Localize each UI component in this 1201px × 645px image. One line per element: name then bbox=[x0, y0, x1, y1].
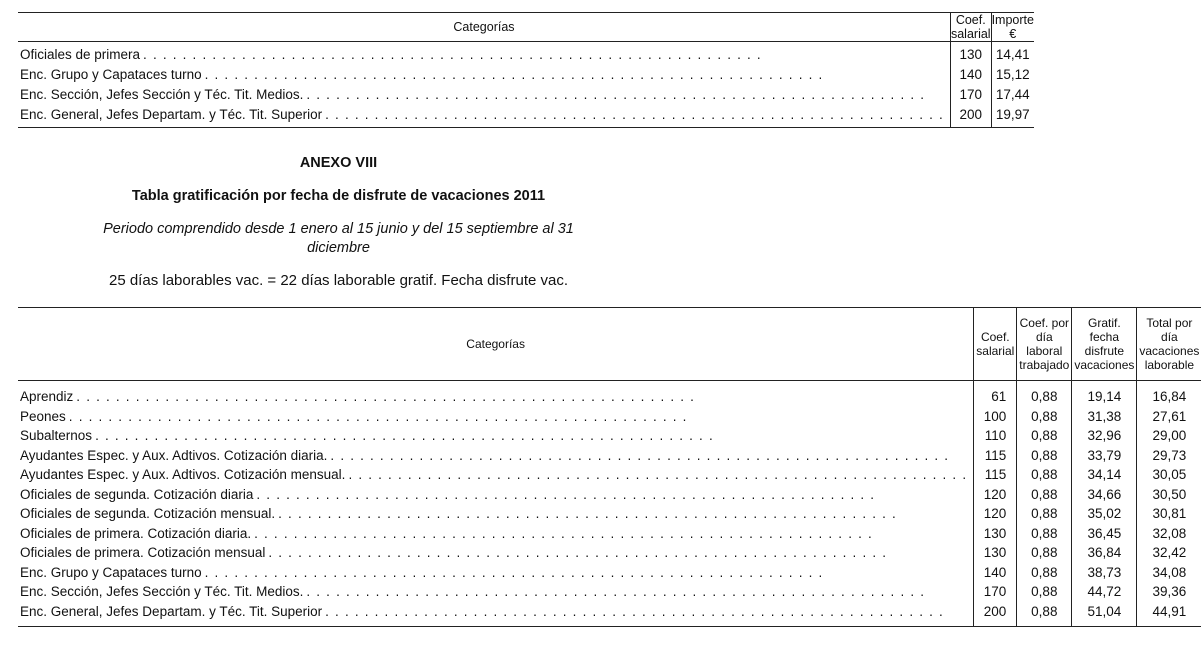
total-cell: 32,42 bbox=[1137, 543, 1201, 563]
table-row bbox=[18, 407, 1201, 427]
coef-dia-cell: 0,88 bbox=[1017, 446, 1072, 466]
category-cell-content bbox=[18, 387, 973, 407]
category-label: Peones bbox=[20, 408, 66, 424]
coef-cell: 61 bbox=[974, 381, 1017, 407]
coef-cell: 115 bbox=[974, 465, 1017, 485]
table-row bbox=[18, 582, 1201, 602]
dot-leader: . . . . . . . . . . . . . . . . . . . . . . . . . . . . . . . . . . . . . . . . . . . . . . . . . . . . . . . . . . . . . . . bbox=[254, 525, 873, 541]
category-cell bbox=[18, 65, 950, 85]
category-label: Oficiales de segunda. Cotización mensual. bbox=[20, 506, 276, 521]
category-cell-content bbox=[18, 446, 973, 466]
gratif-cell: 38,73 bbox=[1072, 563, 1137, 583]
dot-leader: . . . . . . . . . . . . . . . . . . . . . . . . . . . . . . . . . . . . . . . . . . . . . . . . . . . . . . . . . . . . . . . bbox=[325, 107, 944, 122]
annex-title: ANEXO VIII bbox=[299, 155, 378, 171]
category-cell-content bbox=[18, 85, 950, 105]
header-coef-salarial: Coef. salarial bbox=[950, 13, 991, 41]
category-label: Oficiales de segunda. Cotización diaria bbox=[20, 486, 254, 502]
coef-dia-cell: 0,88 bbox=[1017, 602, 1072, 627]
total-cell: 16,84 bbox=[1137, 381, 1201, 407]
category-label: Enc. Grupo y Capataces turno bbox=[20, 564, 202, 580]
gratif-cell: 51,04 bbox=[1072, 602, 1137, 627]
category-cell-content bbox=[18, 45, 950, 65]
header-coef-salarial: Coef. salarial bbox=[974, 308, 1017, 381]
category-cell bbox=[18, 602, 974, 627]
importe-cell: 14,41 bbox=[991, 42, 1034, 66]
coef-dia-cell: 0,88 bbox=[1017, 524, 1072, 544]
vacation-bonus-table-header bbox=[18, 308, 1201, 381]
table-row bbox=[18, 446, 1201, 466]
header-total-por-dia: Total por día vacaciones laborable bbox=[1137, 308, 1201, 381]
gratif-cell: 44,72 bbox=[1072, 582, 1137, 602]
coef-dia-cell: 0,88 bbox=[1017, 563, 1072, 583]
coef-dia-cell: 0,88 bbox=[1017, 485, 1072, 505]
gratif-cell: 33,79 bbox=[1072, 446, 1137, 466]
gratif-cell: 31,38 bbox=[1072, 407, 1137, 427]
dot-leader: . . . . . . . . . . . . . . . . . . . . . . . . . . . . . . . . . . . . . . . . . . . . . . . . . . . . . . . . . . . . . . . bbox=[268, 545, 888, 560]
table-row bbox=[18, 85, 1034, 105]
coef-dia-cell: 0,88 bbox=[1017, 465, 1072, 485]
coef-cell: 110 bbox=[974, 426, 1017, 446]
table-row bbox=[18, 602, 1201, 627]
total-cell: 30,81 bbox=[1137, 504, 1201, 524]
category-cell bbox=[18, 543, 974, 563]
category-cell bbox=[18, 465, 974, 485]
category-cell bbox=[18, 504, 974, 524]
dot-leader: . . . . . . . . . . . . . . . . . . . . . . . . . . . . . . . . . . . . . . . . . . . . . . . . . . . . . . . . . . . . . . . bbox=[143, 47, 762, 62]
category-label: Oficiales de primera bbox=[20, 47, 141, 62]
coef-cell: 130 bbox=[950, 42, 991, 66]
dot-leader: . . . . . . . . . . . . . . . . . . . . . . . . . . . . . . . . . . . . . . . . . . . . . . . . . . . . . . . . . . . . . . . bbox=[325, 603, 944, 619]
category-cell-content bbox=[18, 524, 973, 544]
table-row bbox=[18, 65, 1034, 85]
coef-cell: 170 bbox=[974, 582, 1017, 602]
coef-cell: 120 bbox=[974, 504, 1017, 524]
header-categorias: Categorías bbox=[18, 308, 974, 381]
category-cell bbox=[18, 85, 950, 105]
salary-table-header bbox=[18, 13, 1034, 42]
total-cell: 44,91 bbox=[1137, 602, 1201, 627]
gratif-cell: 36,84 bbox=[1072, 543, 1137, 563]
vacation-bonus-table bbox=[18, 307, 1201, 627]
dot-leader: . . . . . . . . . . . . . . . . . . . . . . . . . . . . . . . . . . . . . . . . . . . . . . . . . . . . . . . . . . . . . . . bbox=[76, 389, 696, 404]
category-cell-content bbox=[18, 65, 950, 85]
category-cell bbox=[18, 563, 974, 583]
category-label: Subalternos bbox=[20, 428, 93, 443]
coef-dia-cell: 0,88 bbox=[1017, 504, 1072, 524]
category-cell-content bbox=[18, 543, 973, 563]
coef-cell: 115 bbox=[974, 446, 1017, 466]
category-cell bbox=[18, 381, 974, 407]
category-label: Aprendiz bbox=[20, 389, 74, 404]
coef-dia-cell: 0,88 bbox=[1017, 582, 1072, 602]
category-label: Oficiales de primera. Cotización diaria. bbox=[20, 525, 252, 541]
period-note: Periodo comprendido desde 1 enero al 15 junio y del 15 septiembre al 31 diciembre bbox=[103, 221, 574, 256]
gratif-cell: 19,14 bbox=[1072, 381, 1137, 407]
table-row bbox=[18, 465, 1201, 485]
category-cell-content bbox=[18, 407, 973, 427]
table-row bbox=[18, 426, 1201, 446]
salary-table bbox=[18, 12, 1034, 128]
total-cell: 29,73 bbox=[1137, 446, 1201, 466]
category-cell-content bbox=[18, 426, 973, 446]
table-row bbox=[18, 485, 1201, 505]
total-cell: 29,00 bbox=[1137, 426, 1201, 446]
gratif-cell: 34,14 bbox=[1072, 465, 1137, 485]
header-gratificacion: Gratif. fecha disfrute vacaciones bbox=[1072, 308, 1137, 381]
header-categorias: Categorías bbox=[18, 13, 950, 42]
table-row bbox=[18, 543, 1201, 563]
total-cell: 30,05 bbox=[1137, 465, 1201, 485]
category-cell bbox=[18, 524, 974, 544]
category-cell bbox=[18, 485, 974, 505]
table-row bbox=[18, 381, 1201, 407]
dot-leader: . . . . . . . . . . . . . . . . . . . . . . . . . . . . . . . . . . . . . . . . . . . . . . . . . . . . . . . . . . . . . . . bbox=[204, 564, 824, 580]
dot-leader: . . . . . . . . . . . . . . . . . . . . . . . . . . . . . . . . . . . . . . . . . . . . . . . . . . . . . . . . . . . . . . . bbox=[95, 428, 714, 443]
dot-leader: . . . . . . . . . . . . . . . . . . . . . . . . . . . . . . . . . . . . . . . . . . . . . . . . . . . . . . . . . . . . . . . bbox=[68, 408, 688, 424]
table-row bbox=[18, 105, 1034, 128]
total-cell: 27,61 bbox=[1137, 407, 1201, 427]
header-importe: Importe € bbox=[991, 13, 1034, 41]
coef-dia-cell: 0,88 bbox=[1017, 381, 1072, 407]
coef-dia-cell: 0,88 bbox=[1017, 407, 1072, 427]
total-cell: 32,08 bbox=[1137, 524, 1201, 544]
category-label: Enc. General, Jefes Departam. y Téc. Tit. Superior bbox=[20, 107, 323, 122]
coef-cell: 100 bbox=[974, 407, 1017, 427]
category-cell bbox=[18, 426, 974, 446]
coef-dia-cell: 0,88 bbox=[1017, 543, 1072, 563]
table-row bbox=[18, 563, 1201, 583]
category-cell-content bbox=[18, 485, 973, 505]
category-label: Enc. Sección, Jefes Sección y Téc. Tit. Medios. bbox=[20, 584, 304, 599]
dot-leader: . . . . . . . . . . . . . . . . . . . . . . . . . . . . . . . . . . . . . . . . . . . . . . . . . . . . . . . . . . . . . . . bbox=[204, 67, 824, 82]
category-label: Ayudantes Espec. y Aux. Adtivos. Cotización diaria. bbox=[20, 447, 328, 463]
days-note: 25 días laborables vac. = 22 días laborable gratif. Fecha disfrute vac. bbox=[108, 272, 569, 289]
category-cell-content bbox=[18, 465, 973, 485]
dot-leader: . . . . . . . . . . . . . . . . . . . . . . . . . . . . . . . . . . . . . . . . . . . . . . . . . . . . . . . . . . . . . . . bbox=[348, 467, 968, 482]
dot-leader: . . . . . . . . . . . . . . . . . . . . . . . . . . . . . . . . . . . . . . . . . . . . . . . . . . . . . . . . . . . . . . . bbox=[278, 506, 897, 521]
coef-dia-cell: 0,88 bbox=[1017, 426, 1072, 446]
coef-cell: 200 bbox=[950, 105, 991, 128]
dot-leader: . . . . . . . . . . . . . . . . . . . . . . . . . . . . . . . . . . . . . . . . . . . . . . . . . . . . . . . . . . . . . . . bbox=[330, 447, 950, 463]
category-label: Enc. General, Jefes Departam. y Téc. Tit. Superior bbox=[20, 603, 323, 619]
importe-cell: 19,97 bbox=[991, 105, 1034, 128]
category-label: Enc. Sección, Jefes Sección y Téc. Tit. Medios. bbox=[20, 87, 304, 102]
gratif-cell: 36,45 bbox=[1072, 524, 1137, 544]
coef-cell: 120 bbox=[974, 485, 1017, 505]
table-row bbox=[18, 504, 1201, 524]
header-coef-por-dia: Coef. por día laboral trabajado bbox=[1017, 308, 1072, 381]
dot-leader: . . . . . . . . . . . . . . . . . . . . . . . . . . . . . . . . . . . . . . . . . . . . . . . . . . . . . . . . . . . . . . . bbox=[256, 486, 876, 502]
coef-cell: 130 bbox=[974, 524, 1017, 544]
gratif-cell: 32,96 bbox=[1072, 426, 1137, 446]
category-cell-content bbox=[18, 563, 973, 583]
coef-cell: 140 bbox=[974, 563, 1017, 583]
category-cell-content bbox=[18, 602, 973, 622]
table-title: Tabla gratificación por fecha de disfrute de vacaciones 2011 bbox=[131, 188, 546, 204]
category-cell bbox=[18, 446, 974, 466]
importe-cell: 17,44 bbox=[991, 85, 1034, 105]
category-cell bbox=[18, 105, 950, 128]
gratif-cell: 35,02 bbox=[1072, 504, 1137, 524]
table-row bbox=[18, 42, 1034, 66]
importe-cell: 15,12 bbox=[991, 65, 1034, 85]
coef-cell: 130 bbox=[974, 543, 1017, 563]
category-cell-content bbox=[18, 105, 950, 125]
category-cell-content bbox=[18, 504, 973, 524]
coef-cell: 200 bbox=[974, 602, 1017, 627]
table-row bbox=[18, 524, 1201, 544]
category-cell bbox=[18, 407, 974, 427]
dot-leader: . . . . . . . . . . . . . . . . . . . . . . . . . . . . . . . . . . . . . . . . . . . . . . . . . . . . . . . . . . . . . . . bbox=[306, 87, 926, 102]
total-cell: 30,50 bbox=[1137, 485, 1201, 505]
category-cell-content bbox=[18, 582, 973, 602]
category-cell bbox=[18, 582, 974, 602]
coef-cell: 140 bbox=[950, 65, 991, 85]
category-label: Oficiales de primera. Cotización mensual bbox=[20, 545, 266, 560]
gratif-cell: 34,66 bbox=[1072, 485, 1137, 505]
dot-leader: . . . . . . . . . . . . . . . . . . . . . . . . . . . . . . . . . . . . . . . . . . . . . . . . . . . . . . . . . . . . . . . bbox=[306, 584, 926, 599]
category-label: Ayudantes Espec. y Aux. Adtivos. Cotización mensual. bbox=[20, 467, 346, 482]
category-label: Enc. Grupo y Capataces turno bbox=[20, 67, 202, 82]
category-cell bbox=[18, 42, 950, 66]
total-cell: 39,36 bbox=[1137, 582, 1201, 602]
total-cell: 34,08 bbox=[1137, 563, 1201, 583]
coef-cell: 170 bbox=[950, 85, 991, 105]
